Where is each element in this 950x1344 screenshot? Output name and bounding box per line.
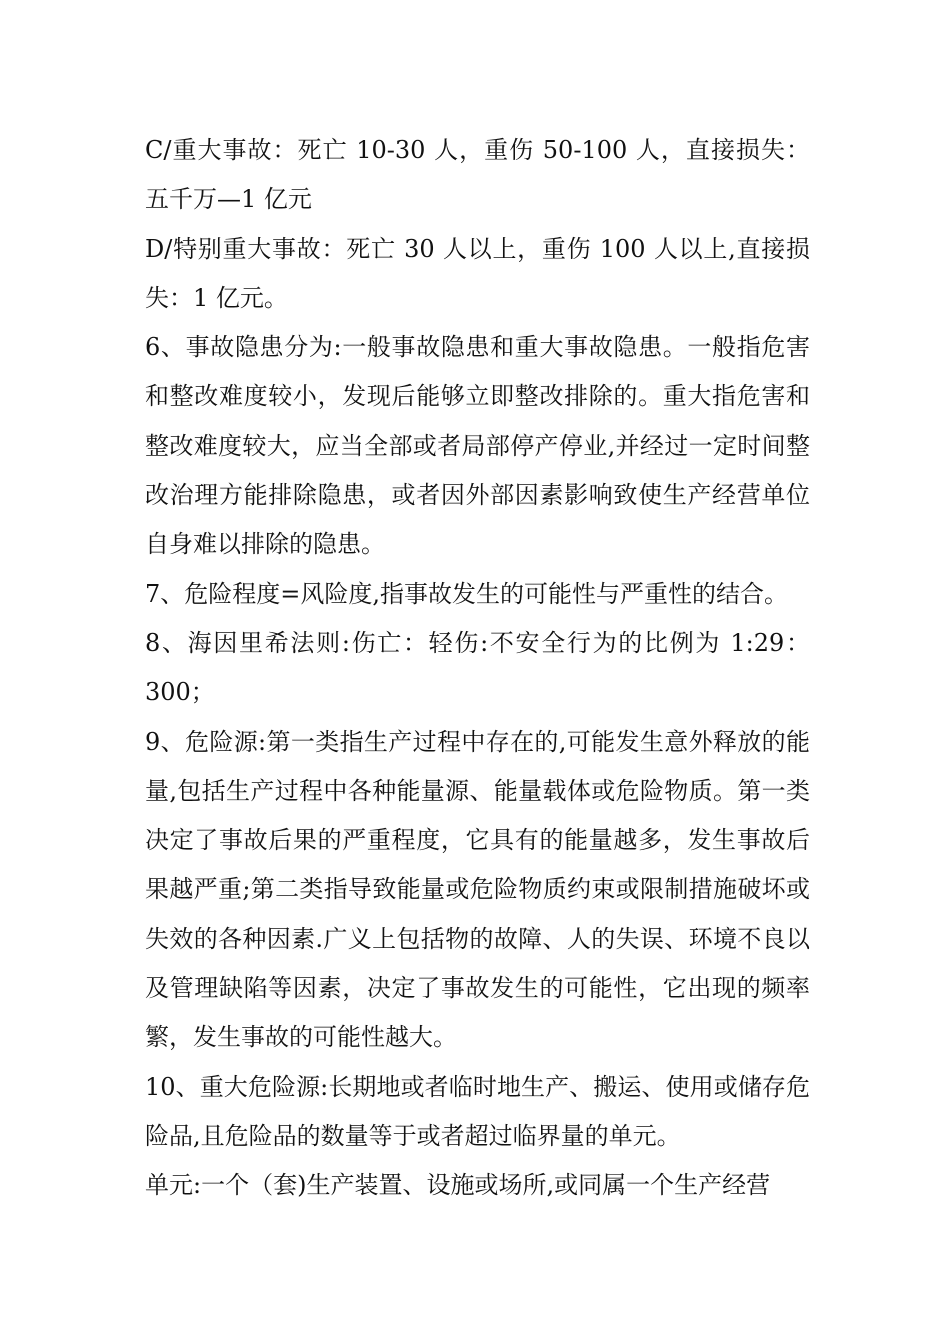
paragraph-major-accident: C/重大事故：死亡 10-30 人，重伤 50-100 人，直接损失：五千万—1 亿元 [145, 136, 810, 214]
paragraph-especially-major-accident: D/特别重大事故：死亡 30 人以上，重伤 100 人以上,直接损失：1 亿元。 [145, 234, 810, 312]
paragraph-heinrich-law: 8、海因里希法则:伤亡：轻伤:不安全行为的比例为 1:29：300； [145, 628, 810, 707]
paragraph-hazard-sources: 9、危险源:第一类指生产过程中存在的,可能发生意外释放的能量,包括生产过程中各种能量源、能量载体或危险物质。第一类决定了事故后果的严重程度，它具有的能量越多，发生事故后果越严重;第二类指导致能量或危险物质约束或限制措施破坏或失效的各种因素.广义上包括物的故障、人的失误、环境不良以及管理缺陷等因素，决定了事故发生的可能性，它出现的频率繁，发生事故的可能性越大。 [145, 727, 810, 1052]
paragraph-accident-hazards: 6、事故隐患分为:一般事故隐患和重大事故隐患。一般指危害和整改难度较小，发现后能够立即整改排除的。重大指危害和整改难度较大，应当全部或者局部停产停业,并经过一定时间整改治理方能排除隐患，或者因外部因素影响致使生产经营单位自身难以排除的隐患。 [145, 333, 810, 559]
paragraph-major-hazard-source: 10、重大危险源:长期地或者临时地生产、搬运、使用或储存危险品,且危险品的数量等于或者超过临界量的单元。 [145, 1072, 810, 1150]
paragraph-risk-degree: 7、危险程度=风险度,指事故发生的可能性与严重性的结合。 [145, 579, 789, 608]
paragraph-unit-definition: 单元:一个（套)生产装置、设施或场所,或同属一个生产经营 [145, 1171, 771, 1200]
document-body [145, 126, 810, 1211]
